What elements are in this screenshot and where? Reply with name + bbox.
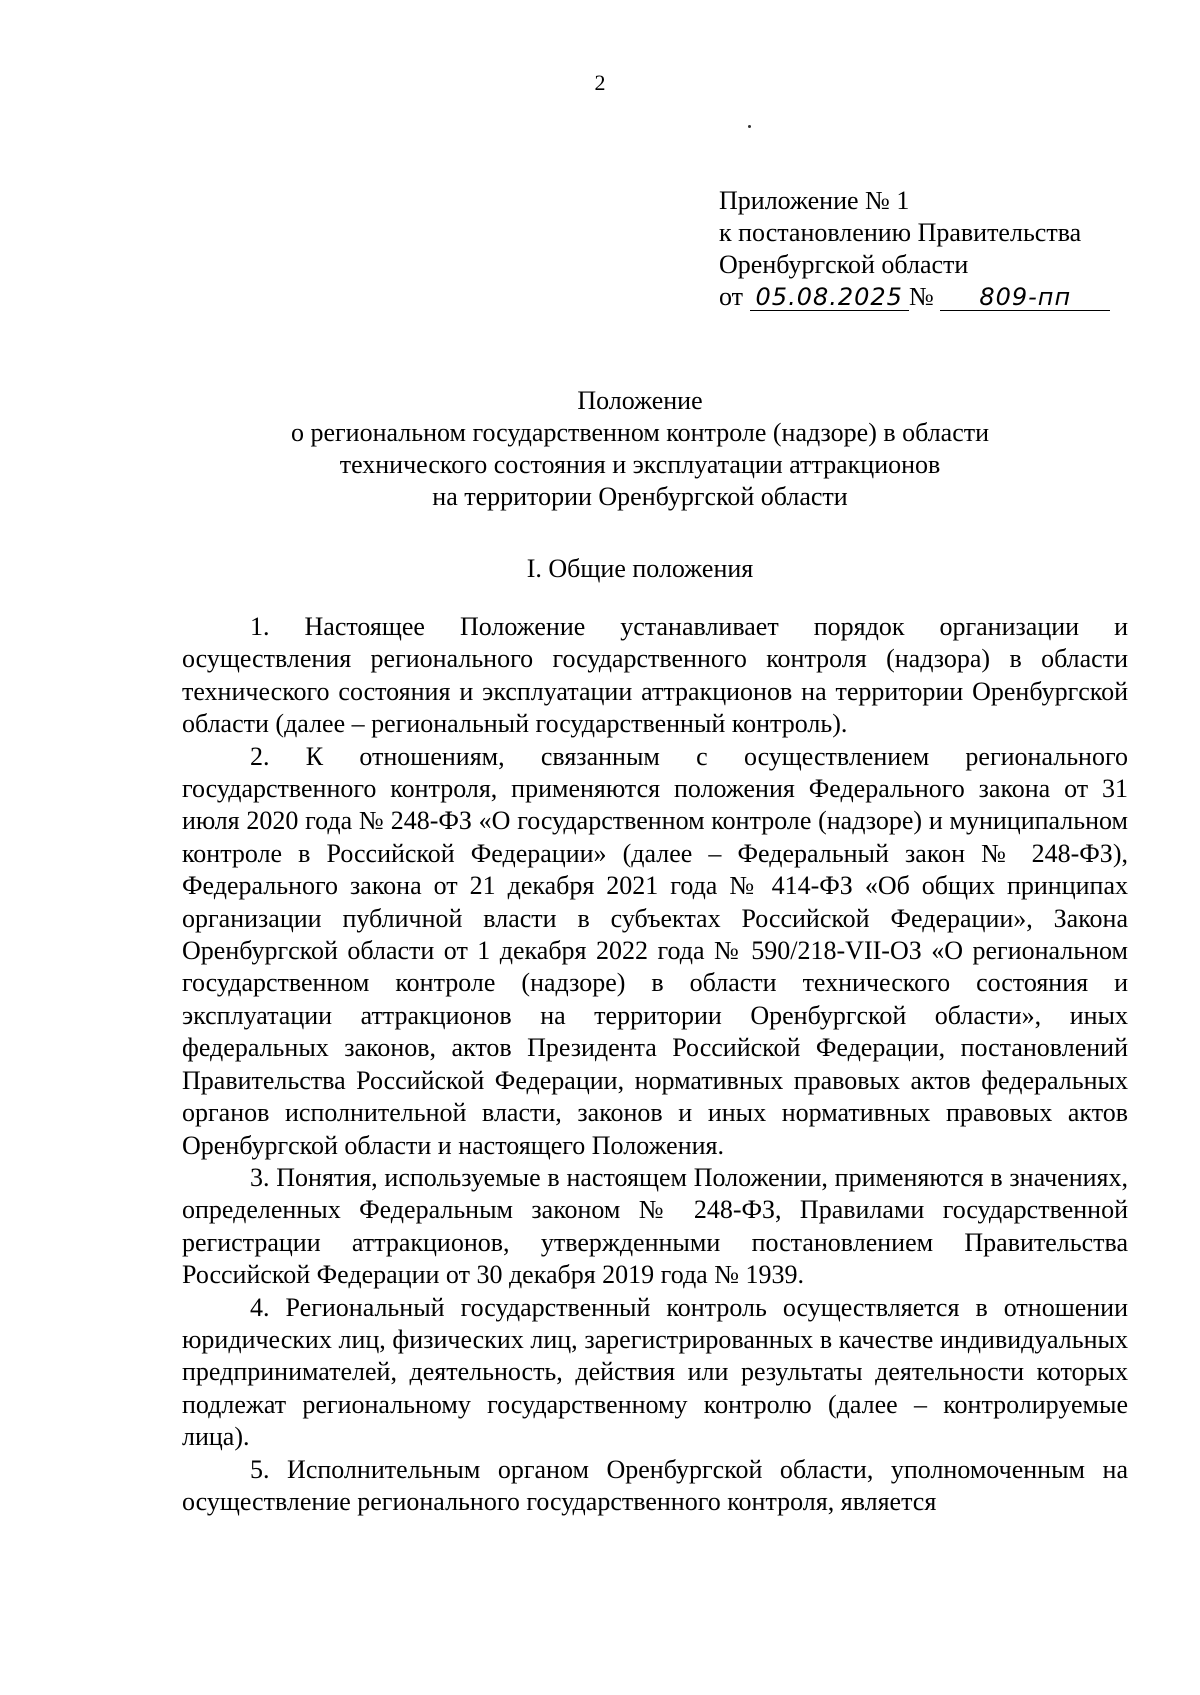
- page-number: 2: [594, 70, 606, 95]
- paragraph-3: 3. Понятия, используемые в настоящем Положении, применяются в значениях, определенных Федеральным законом № 248-ФЗ, Правилами государственной регистрации аттракционов, утвержденными постановлением Правительства Российской Федерации от 30 декабря 2019 года № 1939.: [182, 1162, 1128, 1290]
- document-title: [180, 385, 1100, 513]
- date-blank: [750, 284, 909, 311]
- appendix-date-line: [719, 281, 1159, 313]
- handwritten-date: 05.08.2025: [755, 283, 903, 311]
- number-sign: №: [908, 282, 934, 311]
- handwritten-number: 809-пп: [979, 283, 1072, 311]
- number-blank: [940, 284, 1110, 311]
- paragraph-2: 2. К отношениям, связанным с осуществлением регионального государственного контроля, применяются положения Федерального закона от 31 июля 2020 года № 248-ФЗ «О государственном контроле (надзоре) и муниципальном контроле в Российской Федерации» (далее – Федеральный закон № 248-ФЗ), Федерального закона от 21 декабря 2021 года № 414-ФЗ «Об общих принципах организации публичной власти в субъектах Российской Федерации», Закона Оренбургской области от 1 декабря 2022 года № 590/218-VII-ОЗ «О региональном государственном контроле (надзоре) в области технического состояния и эксплуатации аттракционов на территории Оренбургской области», иных федеральных законов, актов Президента Российской Федерации, постановлений Правительства Российской Федерации, нормативных правовых актов федеральных органов исполнительной власти, законов и иных нормативных правовых актов Оренбургской области и настоящего Положения.: [182, 741, 1128, 1160]
- title-line-2: о региональном государственном контроле (надзоре) в области: [290, 418, 990, 447]
- title-line-3: технического состояния и эксплуатации аттракционов: [339, 450, 941, 479]
- paragraph-5: 5. Исполнительным органом Оренбургской области, уполномоченным на осуществление регионального государственного контроля, является: [182, 1454, 1128, 1516]
- appendix-line-2: к постановлению Правительства: [719, 218, 1082, 247]
- title-line-1: Положение: [577, 386, 703, 415]
- paragraph-4: 4. Региональный государственный контроль осуществляется в отношении юридических лиц, физических лиц, зарегистрированных в качестве индивидуальных предпринимателей, деятельность, действия или результаты деятельности которых подлежат региональному государственному контролю (далее – контролируемые лица).: [182, 1292, 1128, 1452]
- body-text: [182, 611, 1128, 1518]
- scan-speck: [748, 125, 751, 128]
- appendix-line-3: Оренбургской области: [719, 250, 969, 279]
- title-line-4: на территории Оренбургской области: [432, 482, 848, 511]
- section-heading: I. Общие положения: [526, 554, 754, 583]
- appendix-block: [719, 185, 1159, 313]
- date-prefix: от: [719, 282, 744, 311]
- paragraph-1: 1. Настоящее Положение устанавливает порядок организации и осуществления регионального государственного контроля (надзора) в области технического состояния и эксплуатации аттракционов на территории Оренбургской области (далее – региональный государственный контроль).: [182, 612, 1128, 739]
- appendix-line-1: Приложение № 1: [719, 186, 910, 215]
